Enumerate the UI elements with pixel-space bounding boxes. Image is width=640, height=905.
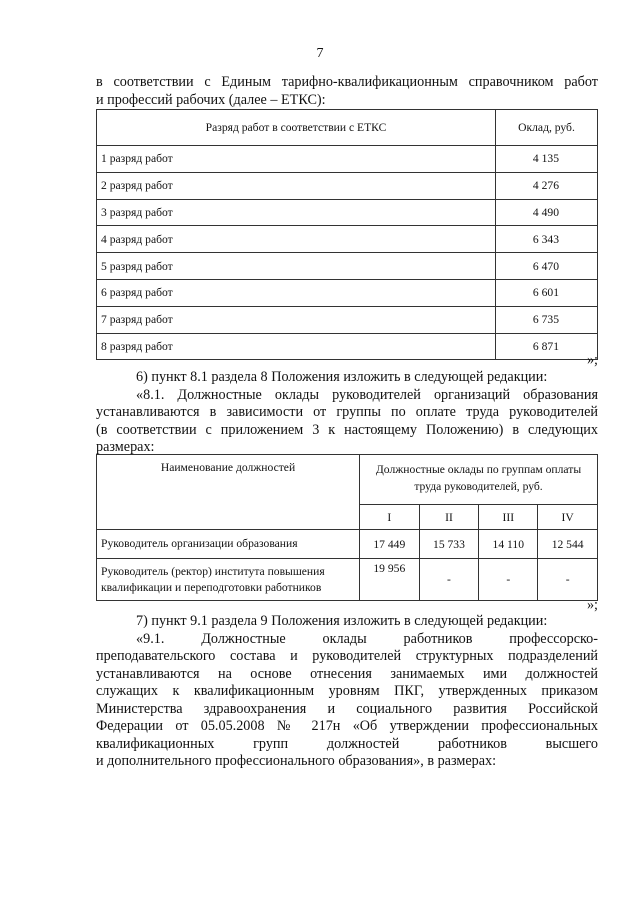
section7-heading: 7) пункт 9.1 раздела 9 Положения изложить в следующей редакции:: [136, 613, 548, 629]
intro-line-2: и профессий рабочих (далее – ЕТКС):: [96, 91, 326, 108]
section6-line-4: размерах:: [96, 439, 155, 455]
intro-line-1: в соответствии с Единым тарифно-квалификационным справочником работ: [96, 74, 598, 90]
table-row: [97, 199, 598, 226]
table-row: [97, 172, 598, 199]
salary-cell: 4 276: [496, 172, 598, 199]
section7-line-4: служащих к квалификационным уровням ПКГ, утвержденных приказом: [96, 683, 598, 699]
position-line-2: квалификации и переподготовки работников: [101, 580, 322, 594]
section6-line-1: «8.1. Должностные оклады руководителей организаций образования: [136, 386, 598, 403]
groups-header-line-2: труда руководителей, руб.: [414, 480, 543, 493]
table-row: [97, 253, 598, 280]
salary-cell: 12 544: [538, 530, 598, 559]
grade-cell: 2 разряд работ: [97, 172, 496, 199]
group-header-1: I: [360, 505, 420, 530]
salary-cell: 6 470: [496, 253, 598, 280]
table2-closing-quote: »;: [586, 597, 598, 613]
section7-line-8: и дополнительного профессионального образования», в размерах:: [96, 753, 497, 769]
section7-line-6: Федерации от 05.05.2008 № 217н «Об утверждении профессиональных: [96, 718, 598, 734]
column-header-position: Наименование должностей: [97, 455, 360, 530]
head-salary-table: [96, 454, 598, 601]
section6-line-3: (в соответствии с приложением 3 к настоящему Положению) в следующих: [96, 421, 598, 438]
position-line-1: Руководитель (ректор) института повышения: [101, 564, 325, 578]
table-row: [97, 530, 598, 559]
table-row: [97, 559, 598, 601]
group-header-4: IV: [538, 505, 598, 530]
grade-cell: 5 разряд работ: [97, 253, 496, 280]
section7-line-5: Министерства здравоохранения и социального развития Российской: [96, 700, 598, 717]
section6-heading: 6) пункт 8.1 раздела 8 Положения изложить в следующей редакции:: [136, 369, 548, 385]
groups-header-line-1: Должностные оклады по группам оплаты: [375, 463, 582, 476]
salary-cell: 6 343: [496, 226, 598, 253]
column-header-grade: Разряд работ в соответствии с ЕТКС: [97, 110, 496, 146]
salary-cell: 14 110: [479, 530, 538, 559]
grade-cell: 6 разряд работ: [97, 279, 496, 306]
section6-line-2: устанавливаются в зависимости от группы по оплате труда руководителей: [96, 404, 598, 420]
grade-cell: 7 разряд работ: [97, 306, 496, 333]
table-row: [97, 306, 598, 333]
page-number: 7: [316, 46, 324, 61]
table-row: [97, 146, 598, 173]
table1-closing-quote: »;: [586, 352, 598, 368]
column-header-groups: [360, 455, 598, 505]
group-header-2: II: [419, 505, 479, 530]
table-header-row: [97, 455, 598, 505]
salary-cell: -: [479, 559, 538, 601]
salary-cell: 6 871: [496, 333, 598, 360]
salary-cell: 17 449: [360, 530, 420, 559]
table-row: [97, 279, 598, 306]
salary-cell: -: [419, 559, 479, 601]
table-row: [97, 226, 598, 253]
position-cell: Руководитель организации образования: [97, 530, 360, 559]
salary-cell: 6 601: [496, 279, 598, 306]
grade-cell: 1 разряд работ: [97, 146, 496, 173]
grade-cell: 8 разряд работ: [97, 333, 496, 360]
salary-cell: 15 733: [419, 530, 479, 559]
section7-line-3: устанавливаются на основе отнесения занимаемых ими должностей: [96, 665, 598, 682]
section7-line-1: «9.1. Должностные оклады работников профессорско-: [136, 630, 598, 647]
salary-grade-table: [96, 109, 598, 360]
grade-cell: 4 разряд работ: [97, 226, 496, 253]
section7-line-7: квалификационных групп должностей работников высшего: [96, 735, 598, 752]
salary-cell: -: [538, 559, 598, 601]
grade-cell: 3 разряд работ: [97, 199, 496, 226]
group-header-3: III: [479, 505, 538, 530]
table-header-row: [97, 110, 598, 146]
column-header-salary: Оклад, руб.: [496, 110, 598, 146]
section7-line-2: преподавательского состава и руководителей структурных подразделений: [96, 648, 598, 664]
salary-cell: 4 135: [496, 146, 598, 173]
salary-cell: 19 956: [360, 559, 420, 601]
salary-cell: 4 490: [496, 199, 598, 226]
position-cell: [97, 559, 360, 601]
salary-cell: 6 735: [496, 306, 598, 333]
